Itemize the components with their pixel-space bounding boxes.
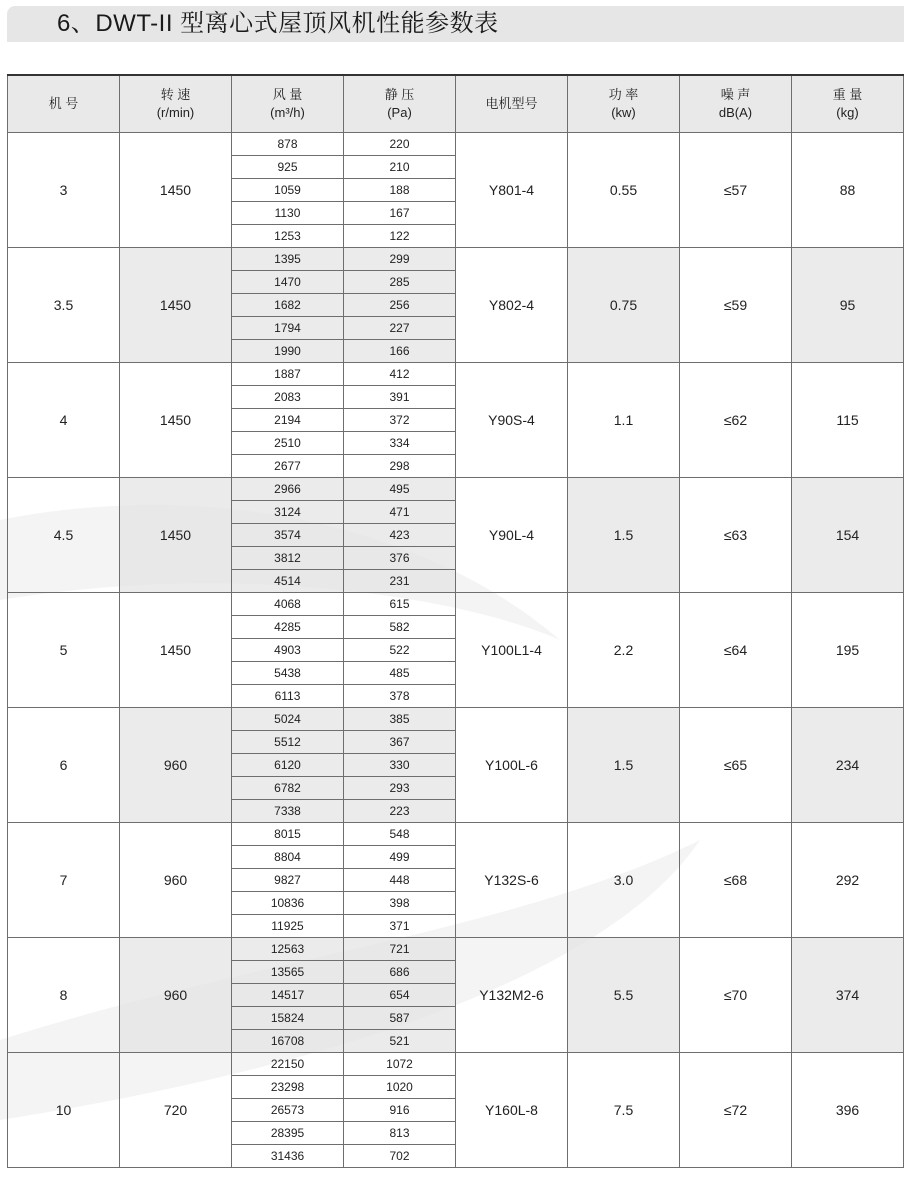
airflow-cell: 4903 — [232, 639, 344, 662]
header-label: 电机型号 — [485, 96, 538, 111]
airflow-cell: 1794 — [232, 317, 344, 340]
airflow-cell: 878 — [232, 133, 344, 156]
airflow-cell: 22150 — [232, 1053, 344, 1076]
airflow-cell: 1253 — [232, 225, 344, 248]
motor-cell: Y90S-4 — [456, 363, 568, 478]
pressure-cell: 548 — [344, 823, 456, 846]
weight-cell: 396 — [792, 1053, 904, 1168]
airflow-cell: 10836 — [232, 892, 344, 915]
pressure-cell: 654 — [344, 984, 456, 1007]
pressure-cell: 231 — [344, 570, 456, 593]
motor-cell: Y802-4 — [456, 248, 568, 363]
header-label: 转 速 — [160, 87, 191, 102]
pressure-cell: 223 — [344, 800, 456, 823]
pressure-cell: 220 — [344, 133, 456, 156]
airflow-cell: 23298 — [232, 1076, 344, 1099]
pressure-cell: 1072 — [344, 1053, 456, 1076]
pressure-cell: 167 — [344, 202, 456, 225]
pressure-cell: 367 — [344, 731, 456, 754]
column-header — [8, 75, 120, 133]
pressure-cell: 412 — [344, 363, 456, 386]
header-unit: (r/min) — [156, 105, 195, 120]
power-cell: 5.5 — [568, 938, 680, 1053]
model-cell: 7 — [8, 823, 120, 938]
pressure-cell: 299 — [344, 248, 456, 271]
airflow-cell: 2194 — [232, 409, 344, 432]
pressure-cell: 188 — [344, 179, 456, 202]
noise-cell: ≤63 — [680, 478, 792, 593]
airflow-cell: 15824 — [232, 1007, 344, 1030]
table-row — [8, 823, 904, 846]
header-label: 机 号 — [48, 96, 79, 111]
table-row — [8, 248, 904, 271]
pressure-cell: 448 — [344, 869, 456, 892]
airflow-cell: 1887 — [232, 363, 344, 386]
weight-cell: 115 — [792, 363, 904, 478]
speed-cell: 1450 — [120, 478, 232, 593]
header-label: 静 压 — [384, 87, 415, 102]
airflow-cell: 925 — [232, 156, 344, 179]
model-cell: 8 — [8, 938, 120, 1053]
header-row — [8, 75, 904, 133]
noise-cell: ≤70 — [680, 938, 792, 1053]
title-bar — [7, 6, 904, 42]
pressure-cell: 813 — [344, 1122, 456, 1145]
pressure-cell: 385 — [344, 708, 456, 731]
airflow-cell: 2966 — [232, 478, 344, 501]
header-label: 功 率 — [608, 87, 639, 102]
header-unit: (kw) — [611, 105, 636, 120]
pressure-cell: 371 — [344, 915, 456, 938]
weight-cell: 374 — [792, 938, 904, 1053]
column-header — [792, 75, 904, 133]
page-title: 6、DWT-II 型离心式屋顶风机性能参数表 — [57, 10, 499, 37]
airflow-cell: 7338 — [232, 800, 344, 823]
header-label: 风 量 — [272, 87, 303, 102]
table-row — [8, 133, 904, 156]
pressure-cell: 521 — [344, 1030, 456, 1053]
power-cell: 0.55 — [568, 133, 680, 248]
pressure-cell: 391 — [344, 386, 456, 409]
motor-cell: Y132S-6 — [456, 823, 568, 938]
pressure-cell: 615 — [344, 593, 456, 616]
motor-cell: Y160L-8 — [456, 1053, 568, 1168]
airflow-cell: 3812 — [232, 547, 344, 570]
speed-cell: 1450 — [120, 593, 232, 708]
model-cell: 10 — [8, 1053, 120, 1168]
pressure-cell: 372 — [344, 409, 456, 432]
pressure-cell: 499 — [344, 846, 456, 869]
noise-cell: ≤65 — [680, 708, 792, 823]
speed-cell: 1450 — [120, 248, 232, 363]
table-body — [8, 133, 904, 1168]
header-unit: (Pa) — [387, 105, 412, 120]
airflow-cell: 1395 — [232, 248, 344, 271]
speed-cell: 1450 — [120, 133, 232, 248]
model-cell: 4.5 — [8, 478, 120, 593]
airflow-cell: 5024 — [232, 708, 344, 731]
airflow-cell: 3124 — [232, 501, 344, 524]
pressure-cell: 721 — [344, 938, 456, 961]
pressure-cell: 495 — [344, 478, 456, 501]
airflow-cell: 14517 — [232, 984, 344, 1007]
airflow-cell: 31436 — [232, 1145, 344, 1168]
speed-cell: 960 — [120, 708, 232, 823]
airflow-cell: 16708 — [232, 1030, 344, 1053]
weight-cell: 234 — [792, 708, 904, 823]
table-row — [8, 593, 904, 616]
table-row — [8, 1053, 904, 1076]
header-label: 重 量 — [832, 87, 863, 102]
pressure-cell: 587 — [344, 1007, 456, 1030]
table-row — [8, 938, 904, 961]
pressure-cell: 485 — [344, 662, 456, 685]
airflow-cell: 26573 — [232, 1099, 344, 1122]
speed-cell: 720 — [120, 1053, 232, 1168]
power-cell: 1.5 — [568, 708, 680, 823]
airflow-cell: 8804 — [232, 846, 344, 869]
table-row — [8, 708, 904, 731]
pressure-cell: 916 — [344, 1099, 456, 1122]
pressure-cell: 227 — [344, 317, 456, 340]
power-cell: 1.1 — [568, 363, 680, 478]
power-cell: 7.5 — [568, 1053, 680, 1168]
power-cell: 2.2 — [568, 593, 680, 708]
airflow-cell: 1990 — [232, 340, 344, 363]
header-unit: (m³/h) — [270, 105, 305, 120]
airflow-cell: 28395 — [232, 1122, 344, 1145]
pressure-cell: 298 — [344, 455, 456, 478]
pressure-cell: 582 — [344, 616, 456, 639]
pressure-cell: 330 — [344, 754, 456, 777]
airflow-cell: 3574 — [232, 524, 344, 547]
weight-cell: 292 — [792, 823, 904, 938]
column-header — [344, 75, 456, 133]
noise-cell: ≤62 — [680, 363, 792, 478]
airflow-cell: 5512 — [232, 731, 344, 754]
weight-cell: 154 — [792, 478, 904, 593]
column-header — [120, 75, 232, 133]
airflow-cell: 2083 — [232, 386, 344, 409]
airflow-cell: 2677 — [232, 455, 344, 478]
pressure-cell: 166 — [344, 340, 456, 363]
pressure-cell: 378 — [344, 685, 456, 708]
pressure-cell: 686 — [344, 961, 456, 984]
noise-cell: ≤59 — [680, 248, 792, 363]
airflow-cell: 4068 — [232, 593, 344, 616]
table-row — [8, 363, 904, 386]
noise-cell: ≤72 — [680, 1053, 792, 1168]
motor-cell: Y100L1-4 — [456, 593, 568, 708]
column-header — [568, 75, 680, 133]
motor-cell: Y90L-4 — [456, 478, 568, 593]
power-cell: 0.75 — [568, 248, 680, 363]
model-cell: 4 — [8, 363, 120, 478]
pressure-cell: 702 — [344, 1145, 456, 1168]
pressure-cell: 210 — [344, 156, 456, 179]
header-label: 噪 声 — [720, 87, 751, 102]
noise-cell: ≤68 — [680, 823, 792, 938]
airflow-cell: 5438 — [232, 662, 344, 685]
model-cell: 3.5 — [8, 248, 120, 363]
airflow-cell: 8015 — [232, 823, 344, 846]
header-unit: dB(A) — [718, 105, 753, 120]
pressure-cell: 522 — [344, 639, 456, 662]
performance-table — [7, 74, 904, 1168]
airflow-cell: 12563 — [232, 938, 344, 961]
pressure-cell: 423 — [344, 524, 456, 547]
motor-cell: Y801-4 — [456, 133, 568, 248]
noise-cell: ≤64 — [680, 593, 792, 708]
airflow-cell: 4285 — [232, 616, 344, 639]
model-cell: 3 — [8, 133, 120, 248]
speed-cell: 1450 — [120, 363, 232, 478]
pressure-cell: 285 — [344, 271, 456, 294]
airflow-cell: 13565 — [232, 961, 344, 984]
airflow-cell: 1470 — [232, 271, 344, 294]
pressure-cell: 471 — [344, 501, 456, 524]
airflow-cell: 9827 — [232, 869, 344, 892]
speed-cell: 960 — [120, 823, 232, 938]
model-cell: 6 — [8, 708, 120, 823]
airflow-cell: 4514 — [232, 570, 344, 593]
pressure-cell: 334 — [344, 432, 456, 455]
airflow-cell: 11925 — [232, 915, 344, 938]
motor-cell: Y132M2-6 — [456, 938, 568, 1053]
pressure-cell: 1020 — [344, 1076, 456, 1099]
weight-cell: 195 — [792, 593, 904, 708]
weight-cell: 95 — [792, 248, 904, 363]
airflow-cell: 1059 — [232, 179, 344, 202]
airflow-cell: 2510 — [232, 432, 344, 455]
table-row — [8, 478, 904, 501]
header-unit: (kg) — [836, 105, 859, 120]
power-cell: 1.5 — [568, 478, 680, 593]
weight-cell: 88 — [792, 133, 904, 248]
airflow-cell: 6120 — [232, 754, 344, 777]
motor-cell: Y100L-6 — [456, 708, 568, 823]
pressure-cell: 376 — [344, 547, 456, 570]
column-header — [456, 75, 568, 133]
column-header — [680, 75, 792, 133]
speed-cell: 960 — [120, 938, 232, 1053]
column-header — [232, 75, 344, 133]
airflow-cell: 1130 — [232, 202, 344, 225]
pressure-cell: 293 — [344, 777, 456, 800]
pressure-cell: 122 — [344, 225, 456, 248]
pressure-cell: 398 — [344, 892, 456, 915]
pressure-cell: 256 — [344, 294, 456, 317]
airflow-cell: 6782 — [232, 777, 344, 800]
power-cell: 3.0 — [568, 823, 680, 938]
noise-cell: ≤57 — [680, 133, 792, 248]
airflow-cell: 6113 — [232, 685, 344, 708]
model-cell: 5 — [8, 593, 120, 708]
airflow-cell: 1682 — [232, 294, 344, 317]
